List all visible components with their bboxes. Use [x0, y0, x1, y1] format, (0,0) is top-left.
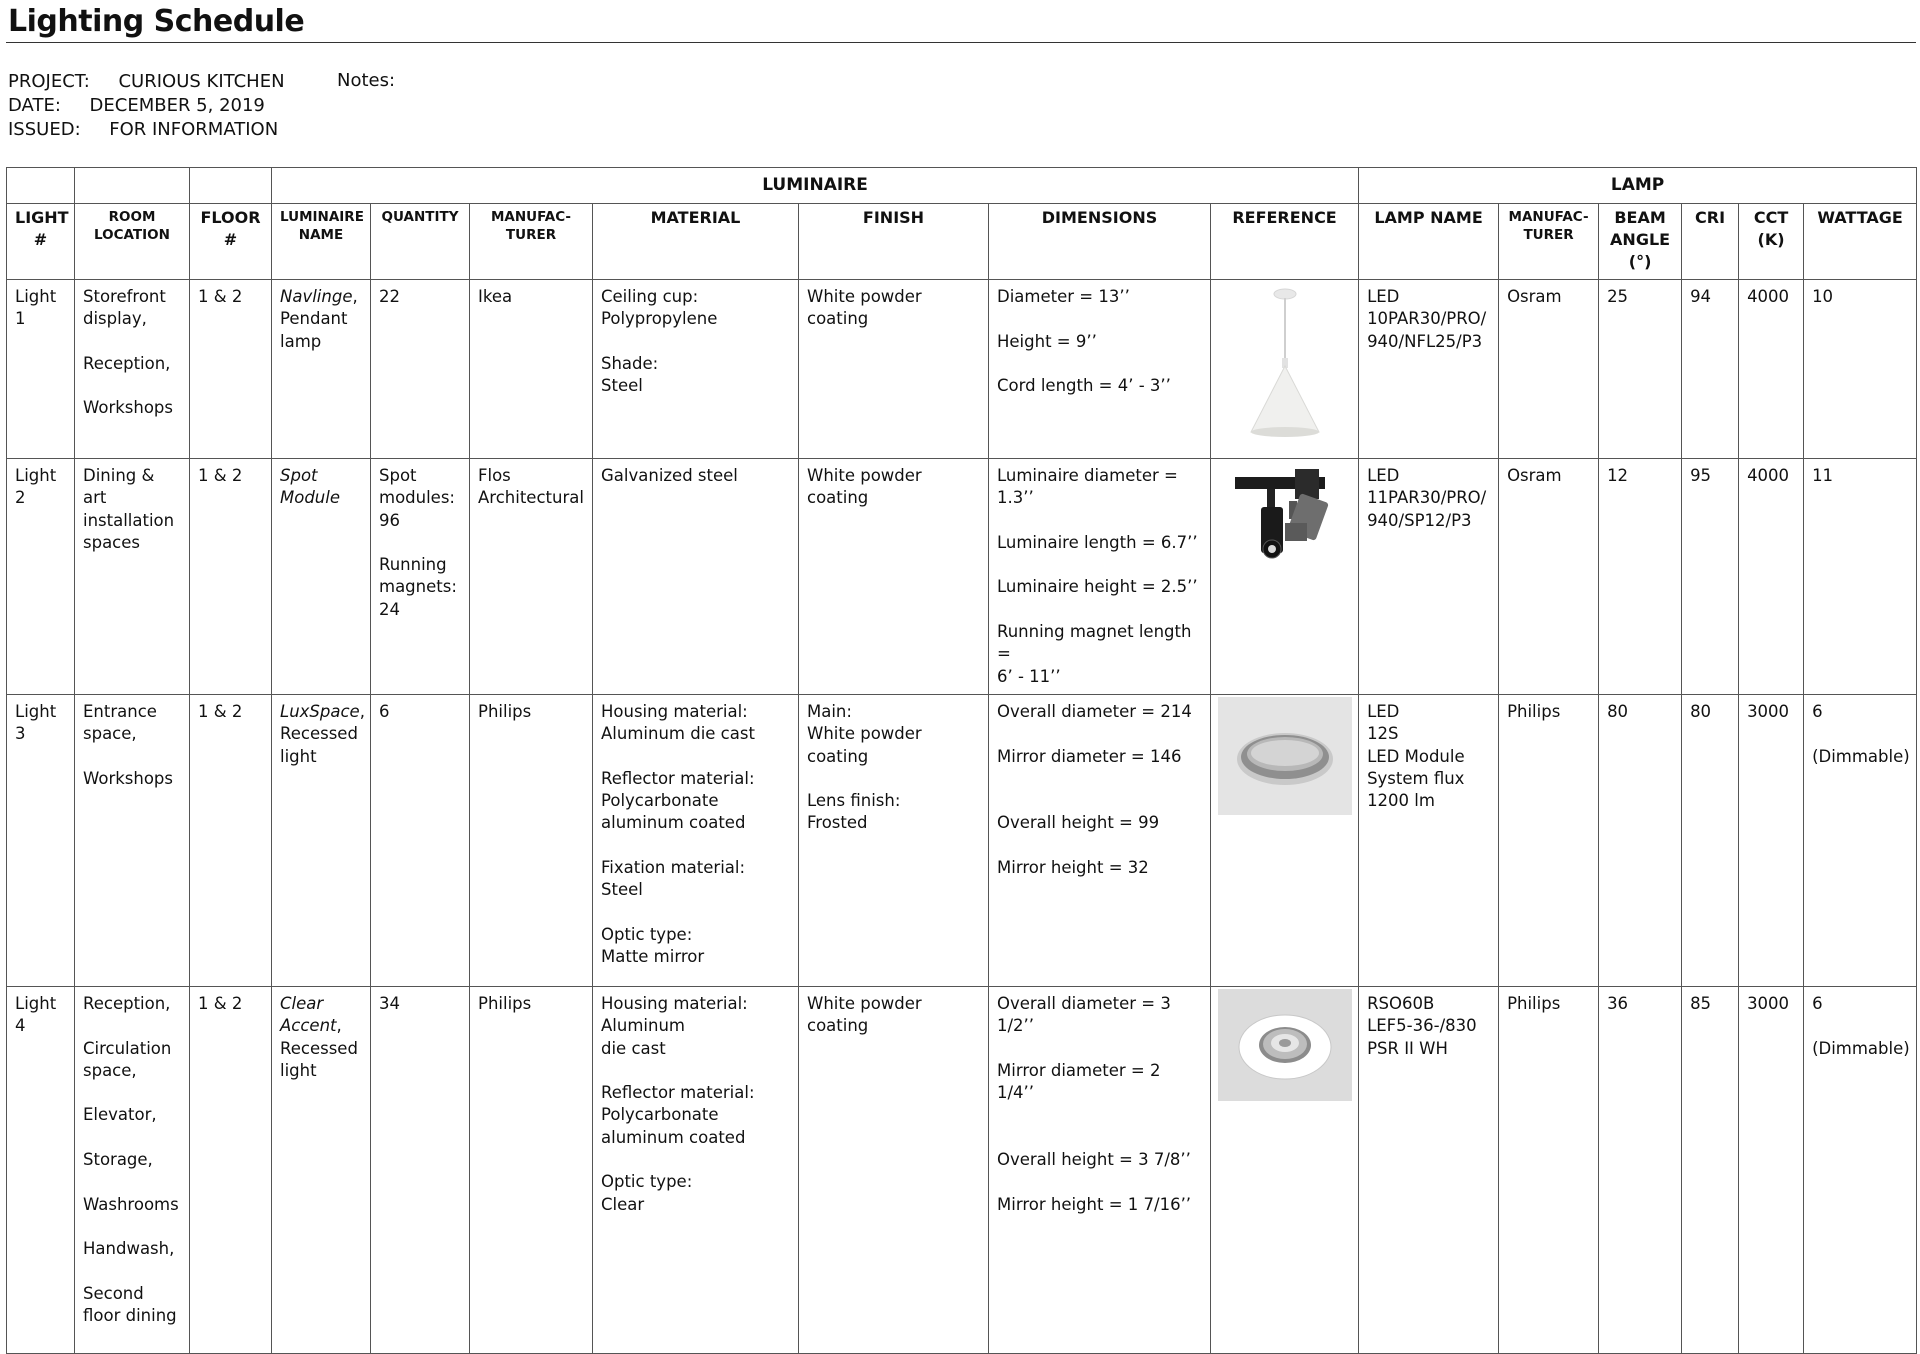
col-luminaire-name: LUMINAIRE NAME [272, 204, 371, 280]
cell-wattage: 11 [1804, 459, 1917, 695]
date-value: DECEMBER 5, 2019 [89, 95, 265, 116]
luminaire-group-header: LUMINAIRE [272, 168, 1359, 204]
title-divider [6, 42, 1916, 43]
cell-reference [1211, 459, 1359, 695]
cell-dimensions: Diameter = 13’’ Height = 9’’ Cord length = 4’ - 3’’ [989, 280, 1211, 459]
cell-luminaire-name [272, 280, 371, 459]
col-manufacturer: MANUFAC- TURER [470, 204, 593, 280]
issued-value: FOR INFORMATION [109, 119, 279, 140]
cell-light: Light 1 [7, 280, 75, 459]
cell-material: Housing material: Aluminum die cast Reflector material: Polycarbonate aluminum coated Fixation material: Steel Optic type: Matte mirror [593, 694, 799, 986]
cell-reference [1211, 280, 1359, 459]
col-dimensions: DIMENSIONS [989, 204, 1211, 280]
cell-cri: 85 [1682, 986, 1739, 1353]
cell-manufacturer: Ikea [470, 280, 593, 459]
cell-cri: 94 [1682, 280, 1739, 459]
project-label: PROJECT: [8, 71, 90, 92]
cell-quantity: Spot modules: 96 Running magnets: 24 [371, 459, 470, 695]
col-room-location: ROOM LOCATION [75, 204, 190, 280]
date-label: DATE: [8, 95, 61, 116]
cell-wattage: 6 (Dimmable) [1804, 986, 1917, 1353]
project-line [8, 70, 285, 94]
cell-luminaire-name [272, 694, 371, 986]
luminaire-name-rest: , Pendant lamp [280, 287, 358, 351]
cell-dimensions: Overall diameter = 3 1/2’’ Mirror diameter = 2 1/4’’ Overall height = 3 7/8’’ Mirror height = 1 7/16’’ [989, 986, 1211, 1353]
cell-floor: 1 & 2 [190, 694, 272, 986]
col-quantity: QUANTITY [371, 204, 470, 280]
issued-line [8, 118, 278, 142]
cell-material: Housing material: Aluminum die cast Reflector material: Polycarbonate aluminum coated Optic type: Clear [593, 986, 799, 1353]
issued-label: ISSUED: [8, 119, 81, 140]
table-row [7, 986, 1917, 1353]
col-lamp-name: LAMP NAME [1359, 204, 1499, 280]
luminaire-name-italic: Navlinge [280, 287, 353, 306]
cell-lamp-name: LED 10PAR30/PRO/ 940/NFL25/P3 [1359, 280, 1499, 459]
cell-light: Light 3 [7, 694, 75, 986]
group-header-row [7, 168, 1917, 204]
cell-cri: 80 [1682, 694, 1739, 986]
cell-beam-angle: 36 [1599, 986, 1682, 1353]
cell-beam-angle: 25 [1599, 280, 1682, 459]
cell-luminaire-name [272, 459, 371, 695]
cell-lamp-name: LED 11PAR30/PRO/ 940/SP12/P3 [1359, 459, 1499, 695]
cell-manufacturer: Philips [470, 986, 593, 1353]
col-wattage: WATTAGE [1804, 204, 1917, 280]
table-row [7, 280, 1917, 459]
luminaire-name-italic: Spot Module [280, 466, 340, 508]
cell-light: Light 4 [7, 986, 75, 1353]
group-blank-3 [190, 168, 272, 204]
spot-module-icon [1225, 461, 1345, 571]
cell-floor: 1 & 2 [190, 280, 272, 459]
cell-floor: 1 & 2 [190, 986, 272, 1353]
col-cri: CRI [1682, 204, 1739, 280]
luminaire-name-rest: , Recessed light [280, 701, 365, 766]
cell-material: Galvanized steel [593, 459, 799, 695]
cell-finish: White powder coating [799, 280, 989, 459]
luminaire-name-italic: LuxSpace [280, 701, 360, 721]
cell-room: Dining & art installation spaces [75, 459, 190, 695]
cell-lamp-name: LED 12S LED Module System flux 1200 lm [1359, 694, 1499, 986]
col-material: MATERIAL [593, 204, 799, 280]
page-title: Lighting Schedule [8, 4, 305, 39]
cell-finish: White powder coating [799, 986, 989, 1353]
cell-manufacturer: Philips [470, 694, 593, 986]
cell-manufacturer: Flos Architectural [470, 459, 593, 695]
lamp-group-header: LAMP [1359, 168, 1917, 204]
cell-wattage: 6 (Dimmable) [1804, 694, 1917, 986]
cell-quantity: 6 [371, 694, 470, 986]
cell-quantity: 34 [371, 986, 470, 1353]
col-floor: FLOOR # [190, 204, 272, 280]
cell-room: Reception, Circulation space, Elevator, Storage, Washrooms Handwash, Second floor dining [75, 986, 190, 1353]
cell-lamp-manufacturer: Osram [1499, 459, 1599, 695]
table-row [7, 459, 1917, 695]
col-finish: FINISH [799, 204, 989, 280]
cell-lamp-manufacturer: Osram [1499, 280, 1599, 459]
lighting-schedule-table [6, 167, 1917, 1354]
cell-cri: 95 [1682, 459, 1739, 695]
table-row [7, 694, 1917, 986]
cell-cct: 3000 [1739, 986, 1804, 1353]
cell-lamp-manufacturer: Philips [1499, 986, 1599, 1353]
column-header-row [7, 204, 1917, 280]
cell-wattage: 10 [1804, 280, 1917, 459]
col-cct: CCT (K) [1739, 204, 1804, 280]
cell-cct: 3000 [1739, 694, 1804, 986]
cell-dimensions: Luminaire diameter = 1.3’’ Luminaire length = 6.7’’ Luminaire height = 2.5’’ Running magnet length = 6’ - 11’’ [989, 459, 1211, 695]
col-light: LIGHT # [7, 204, 75, 280]
date-line [8, 94, 265, 118]
col-lamp-manufacturer: MANUFAC- TURER [1499, 204, 1599, 280]
group-blank-1 [7, 168, 75, 204]
col-beam-angle: BEAM ANGLE (°) [1599, 204, 1682, 280]
cell-quantity: 22 [371, 280, 470, 459]
cell-beam-angle: 12 [1599, 459, 1682, 695]
cell-lamp-name: RSO60B LEF5-36-/830 PSR II WH [1359, 986, 1499, 1353]
cell-room: Entrance space, Workshops [75, 694, 190, 986]
cell-light: Light 2 [7, 459, 75, 695]
cell-material: Ceiling cup: Polypropylene Shade: Steel [593, 280, 799, 459]
cell-cct: 4000 [1739, 459, 1804, 695]
cell-reference [1211, 986, 1359, 1353]
cell-luminaire-name [272, 986, 371, 1353]
col-reference: REFERENCE [1211, 204, 1359, 280]
luminaire-name-italic: Clear Accent [280, 993, 337, 1036]
luminaire-name-rest: , Recessed light [280, 1016, 358, 1080]
project-value: CURIOUS KITCHEN [118, 71, 285, 92]
cell-floor: 1 & 2 [190, 459, 272, 695]
cell-dimensions: Overall diameter = 214 Mirror diameter = 146 Overall height = 99 Mirror height = 32 [989, 694, 1211, 986]
recessed-downlight-icon [1218, 697, 1352, 815]
cell-reference [1211, 694, 1359, 986]
pendant-lamp-icon [1221, 282, 1349, 442]
cell-room: Storefront display, Reception, Workshops [75, 280, 190, 459]
notes-label: Notes: [337, 70, 396, 91]
cell-finish: Main: White powder coating Lens finish: Frosted [799, 694, 989, 986]
group-blank-2 [75, 168, 190, 204]
cell-beam-angle: 80 [1599, 694, 1682, 986]
cell-finish: White powder coating [799, 459, 989, 695]
cell-cct: 4000 [1739, 280, 1804, 459]
accent-downlight-icon [1218, 989, 1352, 1101]
cell-lamp-manufacturer: Philips [1499, 694, 1599, 986]
